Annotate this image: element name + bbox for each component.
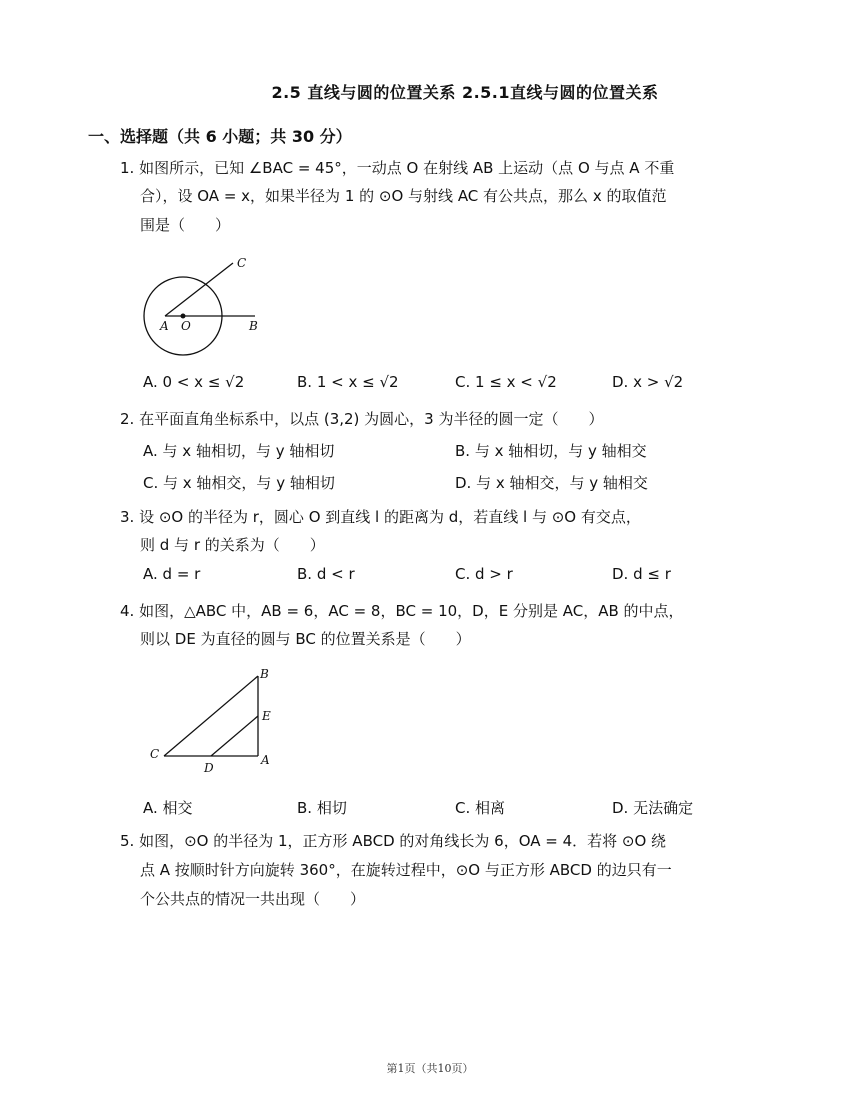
page-footer: 第1页（共10页）: [386, 1062, 474, 1075]
option-d: D. x > √2: [612, 373, 684, 391]
question-line: 5. 如图，⊙O 的半径为 1，正方形 ABCD 的对角线长为 6，OA = 4．若将 ⊙O 绕: [120, 832, 667, 850]
label-b: B: [260, 667, 269, 681]
question-line: 1. 如图所示，已知 ∠BAC = 45°，一动点 O 在射线 AB 上运动（点 O 与点 A 不重: [120, 159, 675, 177]
question-line: 则以 DE 为直径的圆与 BC 的位置关系是（ ）: [140, 630, 471, 648]
option-b: B. d < r: [297, 565, 355, 583]
option-d: D. d ≤ r: [612, 565, 671, 583]
label-o: O: [181, 319, 191, 333]
label-d: D: [204, 761, 214, 775]
label-e: E: [262, 709, 271, 723]
question-line: 则 d 与 r 的关系为（ ）: [140, 536, 325, 554]
option-a: A. 0 < x ≤ √2: [143, 373, 245, 391]
option-c: C. d > r: [455, 565, 513, 583]
option-a: A. 相交: [143, 799, 193, 817]
option-b: B. 相切: [297, 799, 347, 817]
page-title: 2.5 直线与圆的位置关系 2.5.1直线与圆的位置关系: [271, 83, 659, 102]
option-b: B. 与 x 轴相切，与 y 轴相交: [455, 442, 647, 460]
question-line: 合），设 OA = x，如果半径为 1 的 ⊙O 与射线 AC 有公共点，那么 x 的取值范: [140, 187, 667, 205]
label-a: A: [261, 753, 270, 767]
segment-de: [211, 716, 258, 756]
ray-ac: [165, 263, 233, 316]
side-cb: [164, 676, 258, 756]
question-line: 3. 设 ⊙O 的半径为 r，圆心 O 到直线 l 的距离为 d，若直线 l 与 ⊙O 有交点，: [120, 508, 641, 526]
question-line: 点 A 按顺时针方向旋转 360°，在旋转过程中，⊙O 与正方形 ABCD 的边只有一: [140, 861, 672, 879]
option-d: D. 无法确定: [612, 799, 694, 817]
figure-circle-angle: [140, 250, 280, 365]
option-b: B. 1 < x ≤ √2: [297, 373, 399, 391]
question-line: 2. 在平面直角坐标系中，以点 (3,2) 为圆心，3 为半径的圆一定（ ）: [120, 410, 604, 428]
section-heading: 一、选择题（共 6 小题；共 30 分）: [88, 127, 352, 146]
center-point-o: [181, 314, 186, 319]
option-a: A. d = r: [143, 565, 201, 583]
label-a: A: [160, 319, 169, 333]
label-c: C: [237, 256, 247, 270]
option-a: A. 与 x 轴相切，与 y 轴相切: [143, 442, 335, 460]
option-c: C. 相离: [455, 799, 506, 817]
option-c: C. 与 x 轴相交，与 y 轴相切: [143, 474, 335, 492]
question-line: 4. 如图，△ABC 中，AB = 6，AC = 8，BC = 10，D，E 分别是 AC，AB 的中点，: [120, 602, 684, 620]
question-line: 围是（ ）: [140, 216, 231, 234]
label-c: C: [150, 747, 160, 761]
option-c: C. 1 ≤ x < √2: [455, 373, 557, 391]
figure-triangle: [140, 660, 280, 780]
option-d: D. 与 x 轴相交，与 y 轴相交: [455, 474, 648, 492]
question-line: 个公共点的情况一共出现（ ）: [140, 890, 366, 908]
label-b: B: [249, 319, 258, 333]
